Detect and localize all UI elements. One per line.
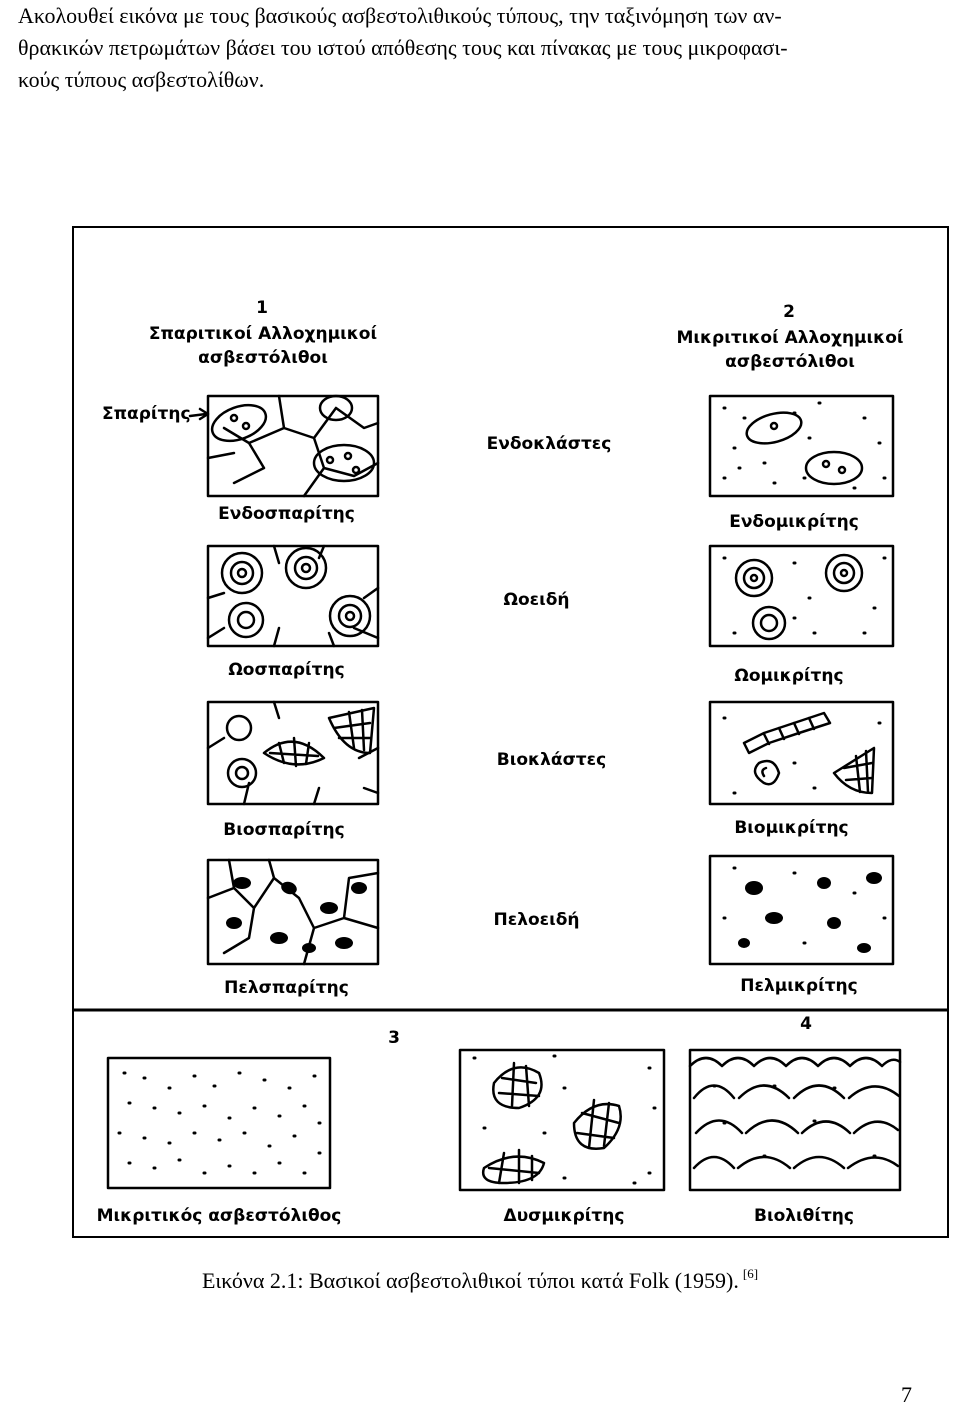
figure-drawing (74, 228, 949, 1238)
group1-title-line2: ασβεστόλιθοι (198, 348, 328, 368)
intrasparite-diagram (207, 396, 378, 496)
group3-number: 3 (388, 1028, 400, 1048)
row3-left-label: Βιοσπαρίτης (223, 820, 345, 840)
row1-right-label: Ενδομικρίτης (729, 512, 859, 532)
dismicrite-diagram (460, 1050, 664, 1190)
row1-middle-label: Ενδοκλάστες (486, 434, 612, 454)
intro-line-3: κούς τύπους ασβεστολίθων. (18, 67, 265, 92)
caption-text: Εικόνα 2.1: Βασικοί ασβεστολιθικοί τύποι κατά Folk (1959). (201, 1268, 739, 1293)
figure-caption (0, 1268, 960, 1294)
row1-left-label: Ενδοσπαρίτης (218, 504, 355, 524)
bottom-right-label: Βιολιθίτης (754, 1206, 854, 1226)
pelmicrite-diagram (710, 856, 893, 964)
row3-middle-label: Βιοκλάστες (496, 750, 607, 770)
intramicrite-diagram (710, 396, 893, 496)
bottom-left-label: Μικριτικός ασβεστόλιθος (96, 1206, 342, 1226)
biolithite-diagram (690, 1050, 900, 1190)
biomicrite-diagram (710, 702, 893, 804)
intro-line-1: Ακολουθεί εικόνα με τους βασικούς ασβεστολιθικούς τύπους, την ταξινόμηση των αν- (18, 3, 782, 28)
bottom-middle-label: Δυσμικρίτης (503, 1206, 625, 1226)
micritic-limestone-diagram (108, 1058, 330, 1188)
group2-title-line1: Μικριτικοί Αλλοχημικοί (676, 328, 904, 348)
row4-right-label: Πελμικρίτης (740, 976, 858, 996)
row3-right-label: Βιομικρίτης (734, 818, 849, 838)
page-number: 7 (901, 1382, 912, 1407)
group1-title-line1: Σπαριτικοί Αλλοχημικοί (148, 324, 378, 344)
intro-line-2: θρακικών πετρωμάτων βάσει του ιστού απόθεσης τους και πίνακας με τους μικροφασι- (18, 35, 788, 60)
sparite-label: Σπαρίτης (102, 404, 191, 424)
pelsparite-diagram (208, 860, 378, 964)
oosparite-diagram (208, 546, 378, 646)
row2-middle-label: Ωοειδή (503, 590, 570, 610)
caption-reference: [6] (742, 1266, 759, 1281)
row2-left-label: Ωοσπαρίτης (228, 660, 345, 680)
row4-left-label: Πελσπαρίτης (224, 978, 349, 998)
oomicrite-diagram (710, 546, 893, 646)
intro-paragraph (18, 0, 942, 96)
row2-right-label: Ωομικρίτης (734, 666, 844, 686)
group1-number: 1 (256, 298, 268, 318)
row4-middle-label: Πελοειδή (493, 910, 580, 930)
group2-number: 2 (783, 302, 795, 322)
group4-number: 4 (800, 1014, 812, 1034)
biosparite-diagram (208, 702, 378, 804)
group2-title-line2: ασβεστόλιθοι (725, 352, 855, 372)
limestone-figure (72, 226, 949, 1238)
